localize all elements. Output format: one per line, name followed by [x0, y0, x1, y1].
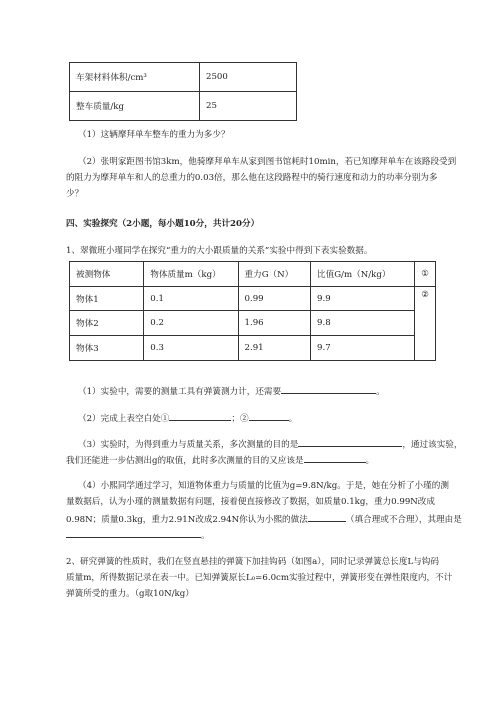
question-2-line-1: （2）张明家距图书馆3km，他骑摩拜单车从家到图书馆耗时10min，若已知摩拜单车在该路段受到 [78, 157, 457, 167]
answer-blank[interactable] [298, 437, 402, 447]
table-cell: 0.2 [144, 311, 238, 336]
table-cell: 2.91 [238, 336, 311, 361]
question-2-line-2: 的阻力为摩拜单车和人的总重力的0.03倍，那么他在这段路程中的骑行速度和动力的功率分别为多 [66, 173, 438, 183]
experiment-2-line-1: 2、研究弹簧的性质时，我们在竖直悬挂的弹簧下加挂钩码（如图a），同时记录弹簧总长度L与钩码 [66, 557, 439, 567]
table-cell: 0.3 [144, 336, 238, 361]
exp1-q3-text-2: 我们还能进一步估测出g的取值，此时多次测量的目的又应该是 [66, 456, 304, 466]
exp1-q4-end: 。 [201, 531, 210, 541]
table-cell: 物体3 [70, 336, 144, 361]
gravity-mass-table [69, 261, 436, 361]
exp1-question-4-line-1: （4）小熙同学通过学习，知道物体重力与质量的比值为g=9.8N/kg。于是，她在分析了小瑾的测 [78, 481, 449, 491]
experiment-1-intro: 1、翠微班小瑾同学在探究“重力的大小跟质量的关系”实验中得到下表实验数据。 [66, 246, 373, 256]
section-4-heading: 四、实验探究（2小题，每小题10分，共计20分） [66, 219, 260, 229]
exp1-q1-text: （1）实验中，需要的测量工具有弹簧测力计，还需要 [78, 387, 282, 397]
exp1-q4-text: 0.98N；质量0.3kg，重力2.91N改成2.94N你认为小熙的做法 [66, 515, 308, 525]
header-object: 被测物体 [70, 262, 144, 287]
exp1-q3-text: （3）实验时，为得到重力与质量关系，多次测量的目的是 [78, 440, 299, 450]
header-mass: 物体质量m（kg） [144, 262, 238, 287]
experiment-2-line-3: 弹簧所受的重力。（g取10N/kg） [66, 589, 194, 599]
table-cell: 物体1 [70, 287, 144, 311]
answer-blank-1[interactable] [169, 411, 231, 421]
spec-label-mass: 整车质量/kg [70, 92, 200, 121]
answer-blank[interactable] [308, 512, 346, 522]
answer-blank[interactable] [66, 528, 201, 538]
exp1-q3-mid: ，通过该实验， [402, 440, 463, 450]
table-cell: 9.7 [311, 336, 415, 361]
exp1-question-1 [78, 384, 458, 399]
table-cell: 物体2 [70, 311, 144, 336]
merged-blank-2: ② [415, 287, 436, 361]
exp1-q3-end: 。 [365, 456, 375, 466]
exp1-question-4-line-3 [66, 512, 462, 527]
question-2-line-3: 少？ [66, 189, 84, 199]
exp1-q2-text: （2）完成上表空白处① [78, 414, 170, 424]
vehicle-spec-table [69, 62, 297, 121]
exp1-question-3-line-1 [78, 437, 463, 452]
question-1: （1）这辆摩拜单车整车的重力为多少？ [78, 130, 230, 140]
exp1-question-4-line-2: 量数据后，认为小瑾的测量数据有问题，接着便直接修改了数据，如质量0.1kg，重力0.99N改成 [66, 497, 436, 507]
table-cell: 1.96 [238, 311, 311, 336]
header-ratio: 比值G/m（N/kg） [311, 262, 415, 287]
spec-value-volume: 2500 [200, 63, 297, 92]
exp1-question-2 [78, 411, 458, 426]
table-cell: 0.1 [144, 287, 238, 311]
exp1-q1-end: 。 [376, 387, 385, 397]
header-gravity: 重力G（N） [238, 262, 311, 287]
header-blank-1: ① [415, 262, 436, 287]
answer-blank-2[interactable] [249, 411, 289, 421]
exp1-q2-end: 。 [288, 414, 298, 424]
experiment-2-line-2: 质量m，所得数据记录在表一中。已知弹簧原长L₀=6.0cm实验过程中，弹簧形变在弹性限度内，不计 [66, 573, 453, 583]
answer-blank[interactable] [304, 453, 366, 463]
exp1-question-4-line-4 [66, 528, 446, 543]
spec-value-mass: 25 [200, 92, 297, 121]
exp1-q4-mid: （填合理或不合理），其理由是 [345, 515, 462, 525]
table-cell: 9.8 [311, 311, 415, 336]
table-cell: 9.9 [311, 287, 415, 311]
exp1-q2-mid: ；② [231, 414, 249, 424]
exp1-question-3-line-2 [66, 453, 446, 468]
answer-blank[interactable] [281, 384, 376, 394]
spec-label-volume: 车架材料体积/cm³ [70, 63, 200, 92]
table-cell: 0.99 [238, 287, 311, 311]
